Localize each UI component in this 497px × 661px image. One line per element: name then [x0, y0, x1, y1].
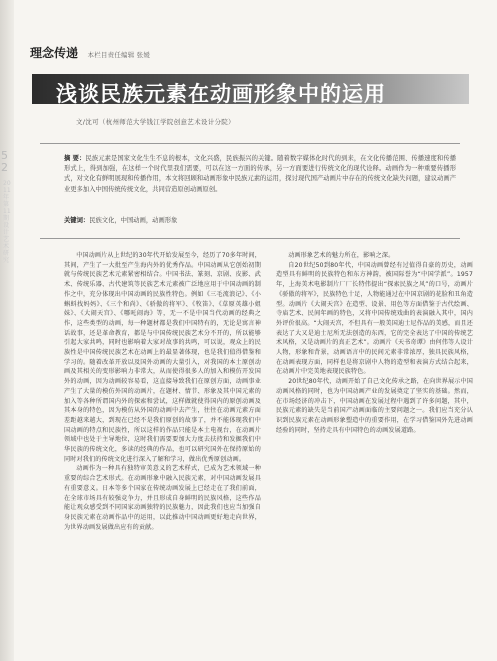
body-paragraph: 20世纪80年代，动画开始了自己文化传承之路，在向世界展示中国动画风格的同时，也为中国动画产业的发展奠定了坚实的基础。然而，在市场经济的冲击下，中国动画在发展过程中遇到了许多问题，其中，民族元素的缺失是当前国产动画面临的主要问题之一。我们应当充分认识到民族元素在动画形象塑造中的重要作用，在学习借鉴国外先进动画经验的同时，坚持走具有中国特色的动画发展道路。: [276, 378, 473, 434]
body-paragraph: 中国动画片从上世纪的30年代开始发展至今，经历了70多年时间，其间，产生了一大批至产生海内外的优秀作品。中国动画从它创始初期就与传统民族艺术元素紧密相结合。中国书法、篆刻、京剧、皮影、武术、传统乐器、古代建筑等民族艺术元素被广泛地应用于中国动画的制作之中，充分体现出中国动画的民族性特色。例如《三毛流浪记》、《小蝌蚪找妈妈》、《三个和尚》、《骄傲的将军》、《牧笛》、《草原英雄小姐妹》、《大闹天宫》、《哪吒闹海》等，无一不是中国当代动画的经典之作，这些类型的动画，每一种题材都是我们中国特有的，无论是寓言神话故事，还是革命教育，都是与中国传统民族艺术分不开的，所以能够引起大家共鸣，同时也影响着大家对故事的共鸣，可以说，观众上的民族性是中国传统民族艺术在动画上的最显著体现，也是我们值得借鉴和学习的。随着改革开放以及国外动画的大量引入，对我国的本土原创动画及其相关的变形影响力非常大，从而使得很多人的加入和模仿开发国外的动画，因为动画较容易看，这直接导致我们在原创方面，动画事业产生了大量的模仿外国的动画片，在题材、情节、形象及其中国元素的加入等各种所谓国内外的探索和尝试，这样做就使得国内的原创动画及其本身的特色，因为模仿从外国的动画中去产生，往往在动画元素方面差距越来越大，到现在已经不是我们原创的故事了，并不能体现我们中国动画的特点和民族性，所以这样的作品只能是本土电视台，在动画片领域中也处于主导地位，这时我们需要要加大力度去扶持和发掘我们中华民族的传统文化，多读的经典的作品，也可以研究国外在保持原始的同时对我们的传统文化进行深入了解和学习，做出优秀原创动画。: [64, 252, 261, 463]
body-paragraph: 自20世纪50到80年代，中国动画曾经有过值得自豪的历史，动画造型具有鲜明的民族特色和东方神韵，被国际誉为“中国学派”。1957年，上海美术电影制片厂厂长特伟提出“探索民族之风”的口号，动画片《骄傲的将军》，民族特色十足，人物能通过在中国京剧的花脸和丑角造型。动画片《大闹天宫》在造型、设景、用色等方面借鉴于古代绘画、寺庙艺术、民间年画的特色，又将中国传统戏曲的表演融入其中，国内外评价很高。“大闹天宫，不但具有一般美国迪士尼作品的美感，而且还表达了大又是迪士尼所无法创造的东西，它的完全表达了中国的传统艺术风格，又是动画片的真正艺术”。动画片《天书奇谭》由何伟等人设计人物，形象和背景，动画语言中的民间元素非常浓厚，独具民族风格，在动画表现方面，同样也是将京剧中人物的造型和表演方式结合起来，在动画片中完美地表现民族特色。: [276, 261, 473, 376]
column-header: [30, 44, 150, 58]
side-running-text: 2011年第11期 设计艺术研究: [3, 180, 11, 264]
body-column-left: [64, 251, 261, 532]
column-editor: 本栏目责任编辑 张媛: [87, 51, 151, 59]
body-paragraph: 动画形象艺术的魅力所在，影响之深。: [288, 252, 395, 259]
divider-top: [40, 143, 460, 144]
column-name: 理念传递: [30, 46, 79, 60]
abstract: [64, 154, 456, 195]
body-column-right: [276, 251, 473, 435]
article-author: 文/沈可（杭州师范大学钱江学院创意艺术设计分院）: [76, 118, 235, 126]
article-title: 浅谈民族元素在动画形象中的运用: [56, 82, 386, 106]
abstract-text: 民族元素是国家文化生生不息的根本，文化兴盛，民族振兴的关键。随着数字媒体化时代的到来，在文化传播范围、传播速度和传播形式上，得到加强，在这样一个时代里我们需要，可以在这一方面的传承，另一方面要进行传统文化的现代诠释。动画作为一种重要传播形式，对文化有鲜明展现和传播作用，本文将回顾和动画形象中民族元素的运用，探讨现代国产动画片中存在的传统文化缺失问题，建议动画产业更多加入中国传统传统文化，共同营造原创动画原创。: [64, 155, 457, 193]
keywords: [64, 215, 456, 224]
body-paragraph: 动画作为一种具有独特审美意义的艺术样式，已成为艺术领域一种重要的综合艺术形式。在动画形象中融入民族元素，对中国动画发展具有重要意义。日本等多个国家在传统动画发展上已经走在了我们前面，在全球市场具有较强竞争力，并且形成自身鲜明的民族风格，这些作品能让观众感受到不同国家动画独特的民族魅力，因此我们也应当加强自身民族元素在动画作品中的运用，以此推动中国动画更好地走向世界，为世界动画发展做出应有的贡献。: [64, 465, 261, 531]
page-edge: [0, 0, 14, 661]
side-page-number: 52: [1, 149, 8, 174]
abstract-label: 摘 要：: [64, 155, 86, 162]
keywords-label: 关键词：: [64, 217, 90, 224]
keywords-text: 民族文化，中国动画，动画形象: [89, 217, 178, 224]
divider-bottom: [40, 238, 460, 239]
